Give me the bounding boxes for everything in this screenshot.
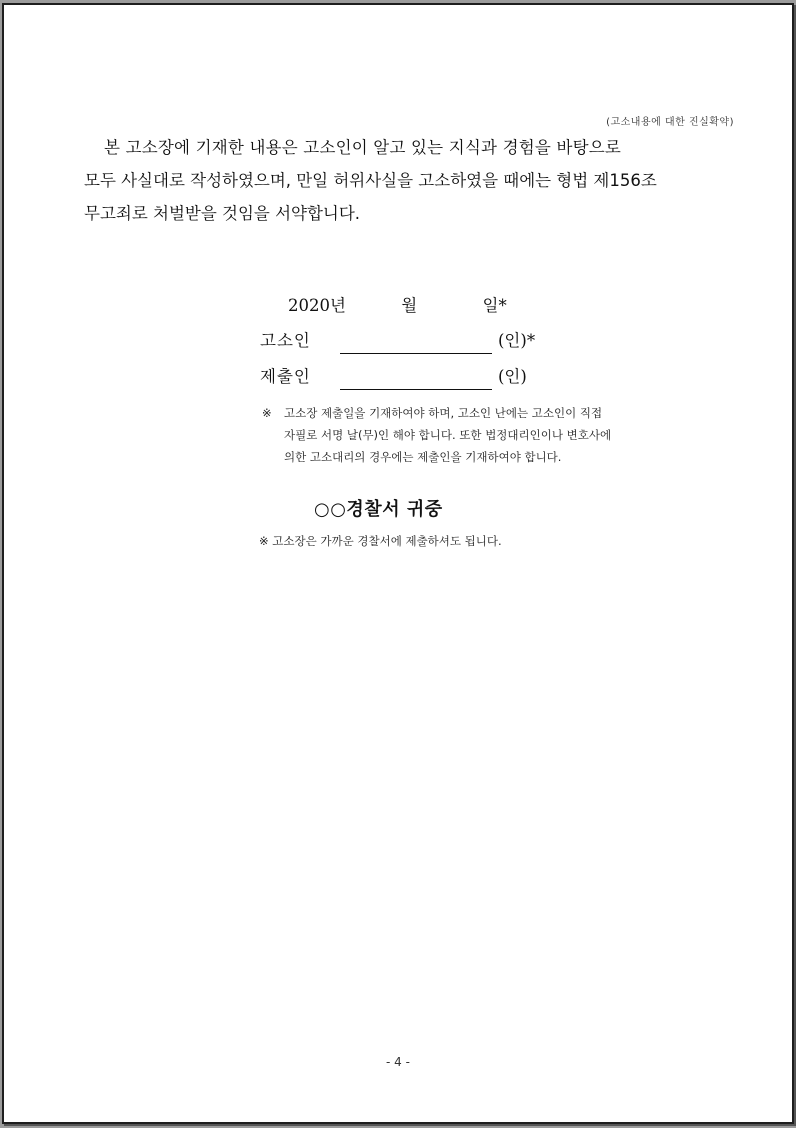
date-day: 일* [482,296,507,315]
signature-note-line-3: 의한 고소대리의 경우에는 제출인을 기재하여야 합니다. [284,450,562,464]
complainant-seal: (인)* [498,331,536,350]
truth-confirmation-label: (고소내용에 대한 진실확약) [606,117,734,128]
submitter-signature-row [260,364,527,390]
signature-note-line-1: 고소장 제출일을 기재하여야 하며, 고소인 난에는 고소인이 직접 [284,406,603,420]
complainant-signature-row [260,328,535,354]
addressee-police-station: ○○경찰서 귀중 [314,499,443,520]
signature-note-line-2: 자필로 서명 날(무)인 해야 합니다. 또한 법정대리인이나 변호사에 [284,428,612,442]
pledge-line-3: 무고죄로 처벌받을 것임을 서약합니다. [84,204,361,223]
pledge-line-1: 본 고소장에 기재한 내용은 고소인이 알고 있는 지식과 경험을 바탕으로 [104,138,622,157]
complainant-signature-field[interactable] [340,333,492,354]
submitter-label: 제출인 [260,367,311,386]
date-year: 2020년 [288,296,346,315]
submitter-signature-field[interactable] [340,369,492,390]
pledge-line-2: 모두 사실대로 작성하였으며, 만일 허위사실을 고소하였을 때에는 형법 제156조 [84,171,657,190]
complainant-label: 고소인 [260,331,311,350]
date-row [288,292,507,316]
date-month: 월 [401,296,418,315]
signature-note [262,402,611,468]
addressee-note: ※ 고소장은 가까운 경찰서에 제출하셔도 됩니다. [259,534,502,548]
submitter-seal: (인) [498,367,527,386]
page-number: - 4 - [386,1055,410,1069]
document-page [2,3,794,1124]
pledge-paragraph [84,131,724,230]
reference-mark-icon: ※ [262,406,272,420]
